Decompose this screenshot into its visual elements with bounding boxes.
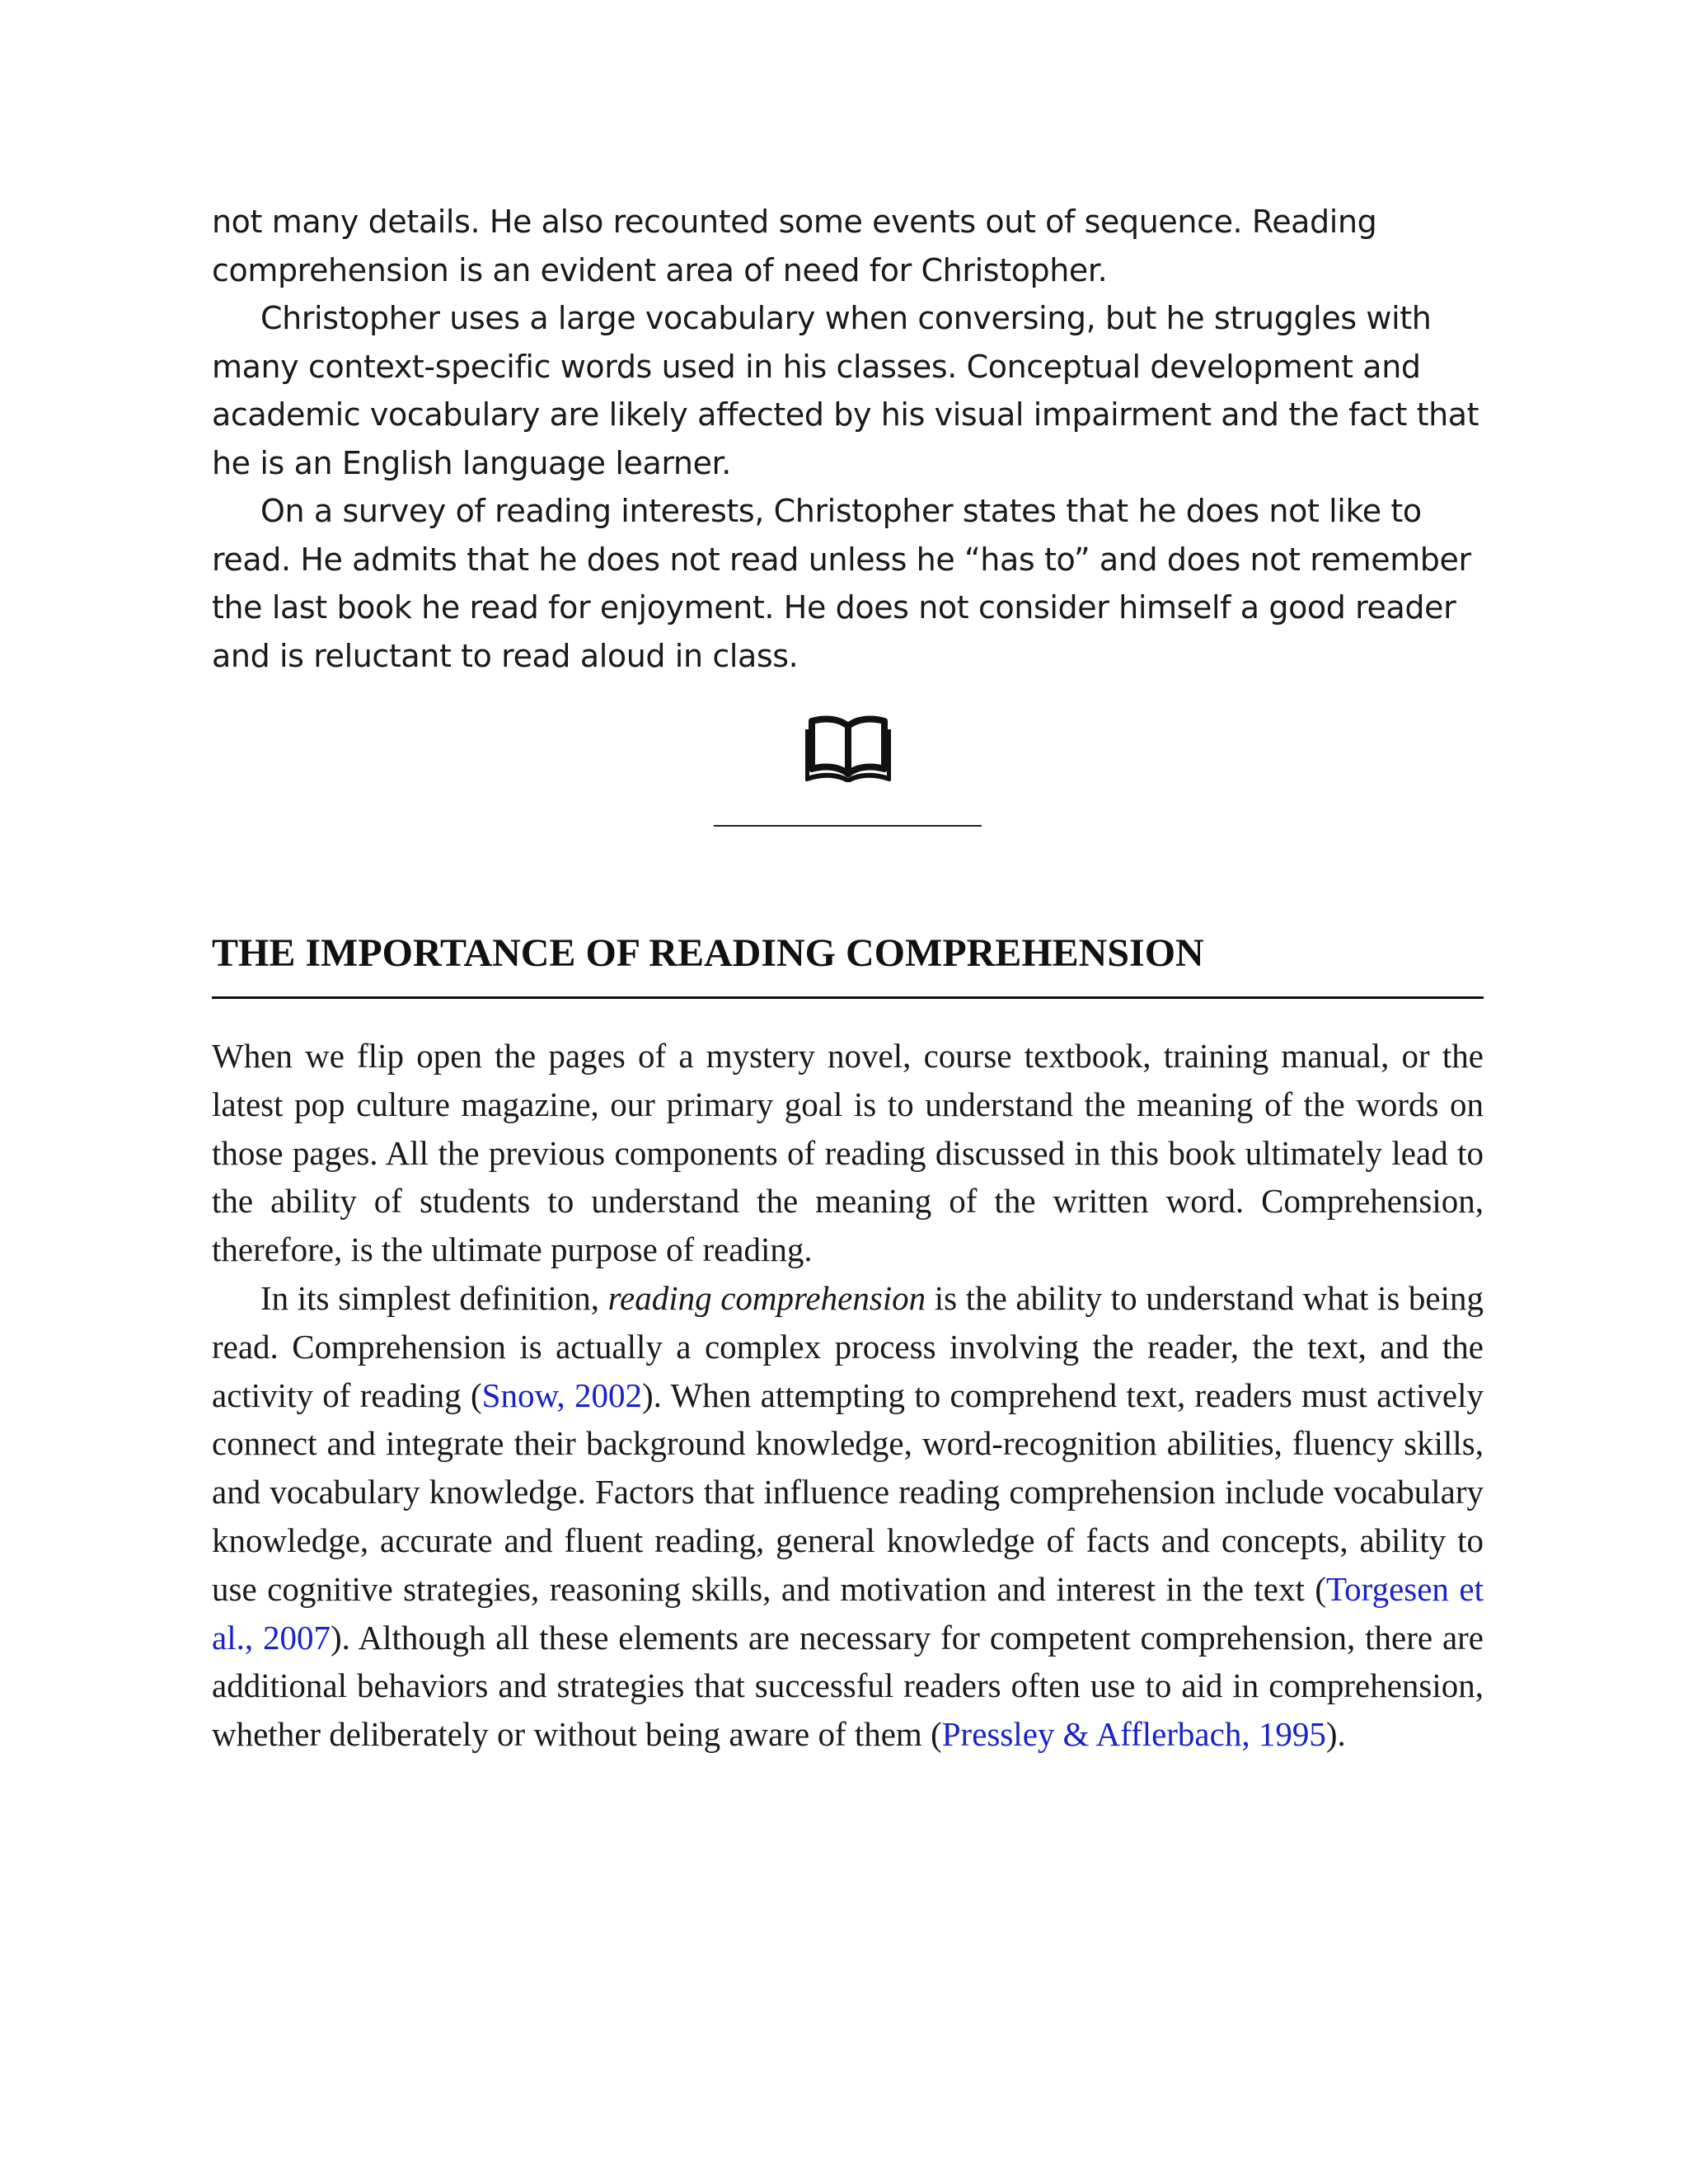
text-span: ). Although all these elements are necessary for competent comprehension, there are additional behaviors and strategies that successful readers often use to aid in comprehension, whether deliberately or without being aware of them (: [212, 1618, 1484, 1754]
case-paragraph: Christopher uses a large vocabulary when conversing, but he struggles with many context-specific words used in his classes. Conceptual development and academic vocabulary are likely affected by his visual impairment and the fact that he is an English language learner.: [212, 300, 1479, 481]
citation-link-pressley-1995[interactable]: Pressley & Afflerbach, 1995: [941, 1715, 1326, 1754]
case-paragraph: On a survey of reading interests, Christopher states that he does not like to read. He admits that he does not read unless he “has to” and does not remember the last book he read for enjoyment. He does not consider himself a good reader and is reluctant to read aloud in class.: [212, 493, 1471, 674]
section-body: [212, 1032, 1484, 1759]
citation-link-torgesen-2007[interactable]: Torgesen et al., 2007: [212, 1569, 1484, 1657]
text-span: ).: [1325, 1715, 1346, 1754]
section-heading: THE IMPORTANCE OF READING COMPREHENSION: [212, 929, 1484, 999]
text-span: ). When attempting to comprehend text, readers must actively connect and integrate their background knowledge, word-recognition abilities, fluency skills, and vocabulary knowledge. Factors that influence reading comprehension include vocabulary knowledge, accurate and fluent reading, general knowledge of facts and concepts, ability to use cognitive strategies, reasoning skills, and motivation and interest in the text (: [212, 1376, 1484, 1608]
body-paragraph: When we flip open the pages of a mystery novel, course textbook, training manual, or the latest pop culture magazine, our primary goal is to understand the meaning of the words on those pages. All the previous components of reading discussed in this book ultimately lead to the ability of students to understand the meaning of the written word. Comprehension, therefore, is the ultimate purpose of reading.: [212, 1037, 1484, 1269]
text-span: In its simplest definition,: [260, 1278, 608, 1317]
case-paragraph: not many details. He also recounted some events out of sequence. Reading comprehension is an evident area of need for Christopher.: [212, 204, 1377, 288]
section-ornament: [212, 713, 1484, 827]
text-span: is the ability to understand what is being read. Comprehension is actually a complex process involving the reader, the text, and the activity of reading (: [212, 1278, 1484, 1414]
case-study-text: [212, 198, 1484, 680]
ornament-divider: [714, 825, 982, 827]
body-paragraph: [212, 1274, 1484, 1759]
page-content: [212, 198, 1484, 1759]
citation-link-snow-2002[interactable]: Snow, 2002: [481, 1376, 642, 1414]
defined-term: reading comprehension: [607, 1278, 926, 1317]
open-book-icon: [805, 713, 891, 782]
